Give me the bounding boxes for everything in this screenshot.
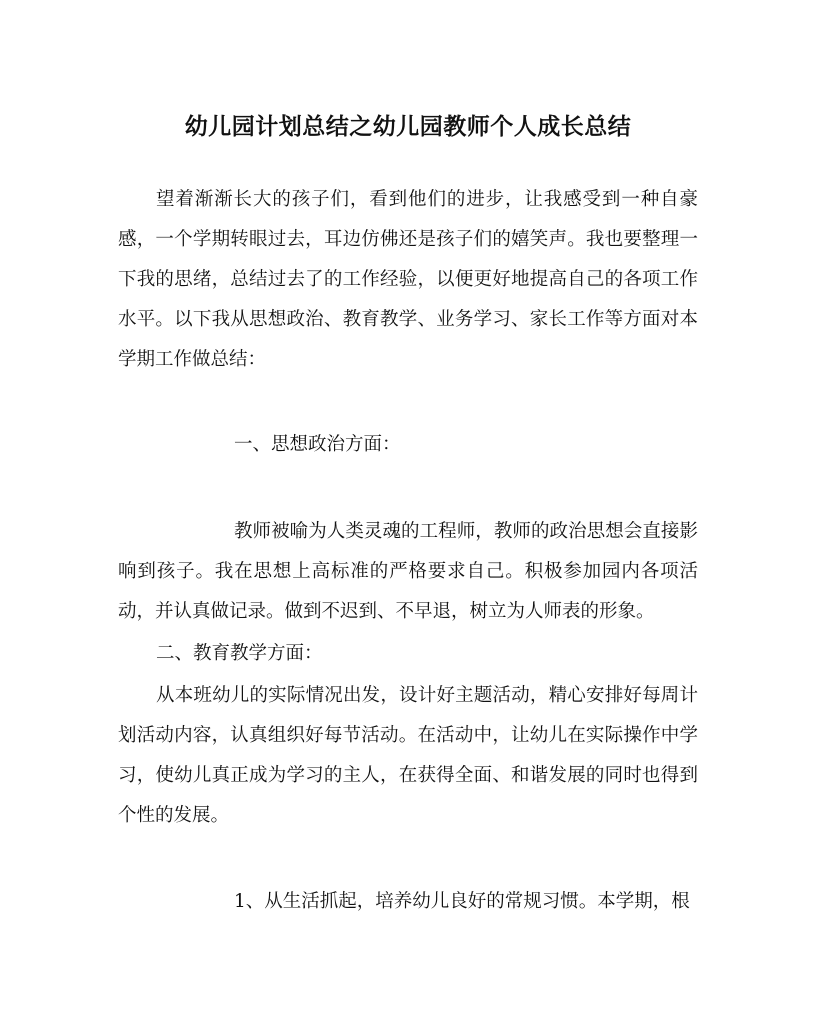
list-item-habits: 1、从生活抓起，培养幼儿良好的常规习惯。本学期，根	[234, 891, 690, 912]
section-heading-political: 一、思想政治方面：	[234, 434, 401, 455]
section-paragraph-political: 教师被喻为人类灵魂的工程师，教师的政治思想会直接影响到孩子。我在思想上高标准的严格要求自己。积极参加园内各项活动，并认真做记录。做到不迟到、不早退，树立为人师表的形象。	[118, 521, 698, 622]
section-paragraph-teaching: 从本班幼儿的实际情况出发，设计好主题活动，精心安排好每周计划活动内容，认真组织好每节活动。在活动中，让幼儿在实际操作中学习，使幼儿真正成为学习的主人，在获得全面、和谐发展的同时也得到个性的发展。	[118, 685, 698, 826]
intro-paragraph: 望着渐渐长大的孩子们，看到他们的进步，让我感受到一种自豪感，一个学期转眼过去，耳边仿佛还是孩子们的嬉笑声。我也要整理一下我的思绪，总结过去了的工作经验，以便更好地提高自己的各项工作水平。以下我从思想政治、教育教学、业务学习、家长工作等方面对本学期工作做总结：	[118, 189, 698, 370]
section-heading-teaching: 二、教育教学方面：	[156, 643, 323, 664]
document-title: 幼儿园计划总结之幼儿园教师个人成长总结	[184, 113, 632, 140]
